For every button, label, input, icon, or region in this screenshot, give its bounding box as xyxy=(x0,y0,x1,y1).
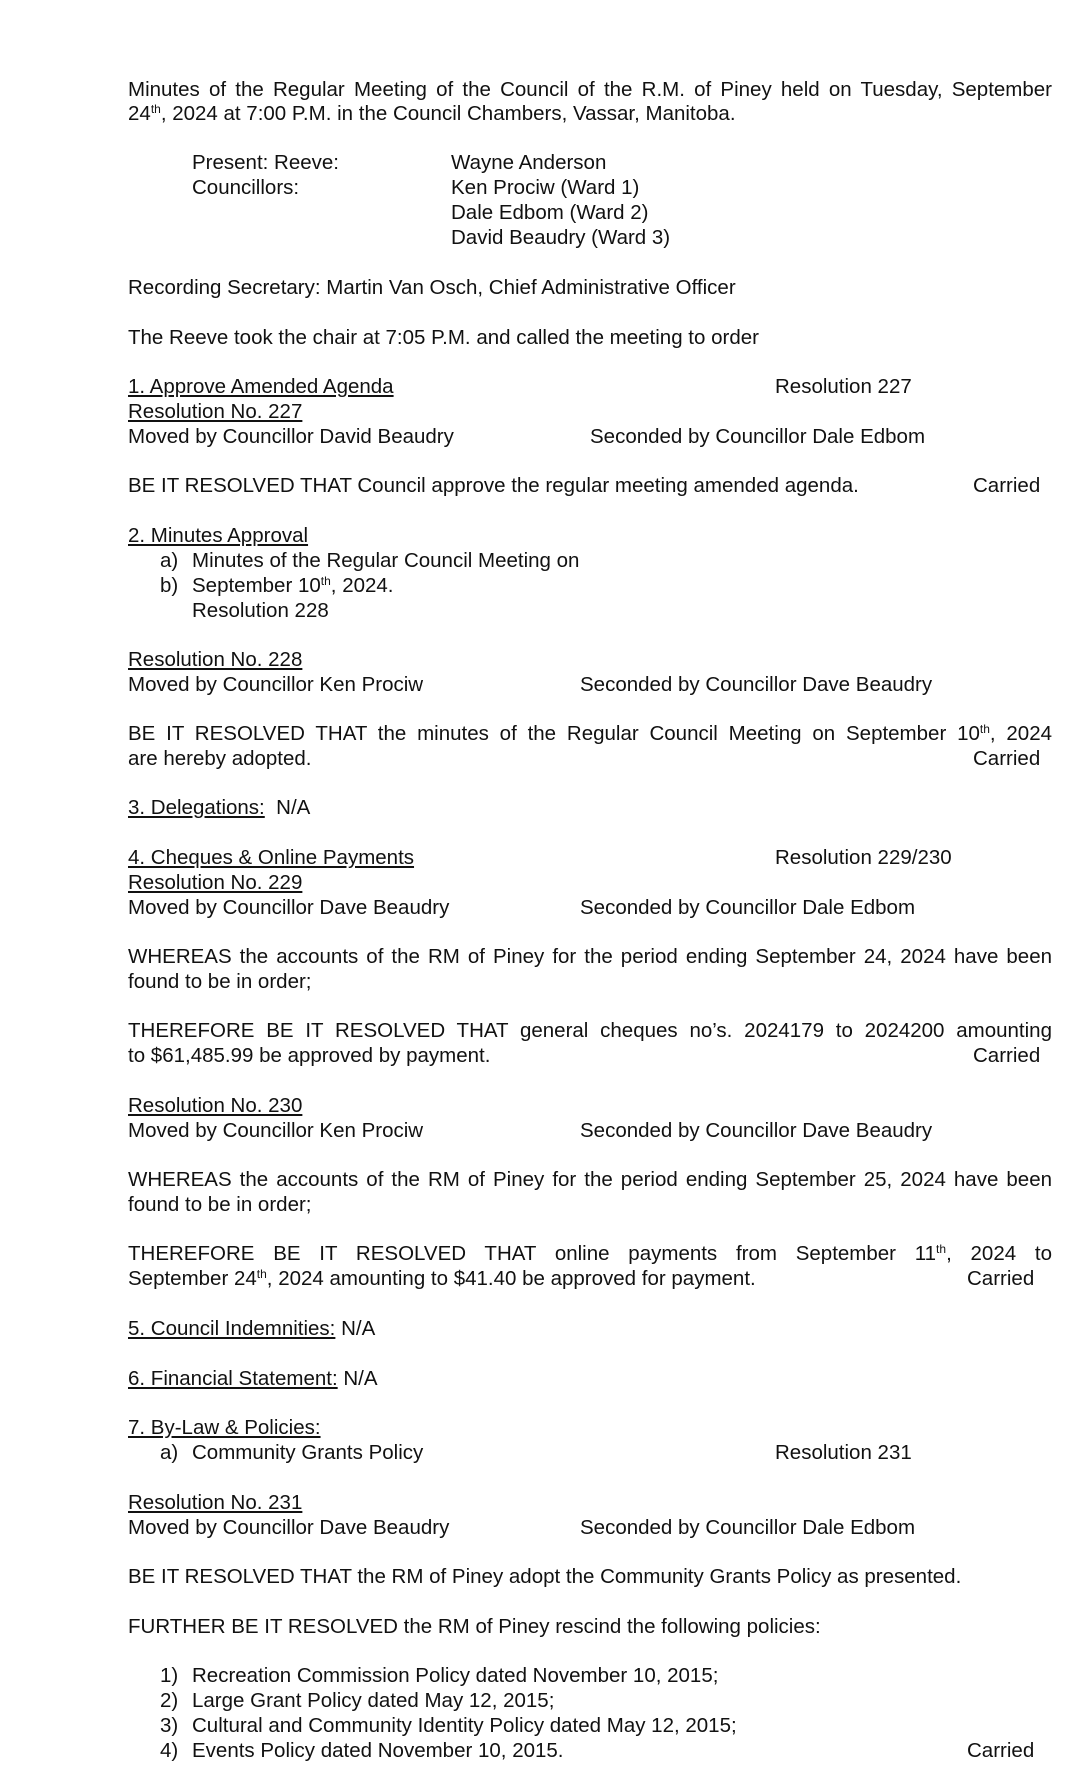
intro-line-2: 24th, 2024 at 7:00 P.M. in the Council Chambers, Vassar, Manitoba. xyxy=(128,102,736,125)
resolution-231-number: Resolution No. 231 xyxy=(128,1491,303,1514)
resolution-231-moved: Moved by Councillor Dave Beaudry xyxy=(128,1516,450,1539)
policy-item-2: Large Grant Policy dated May 12, 2015; xyxy=(192,1689,555,1712)
section-4-resolution-ref: Resolution 229/230 xyxy=(775,846,952,869)
policy-item-3: Cultural and Community Identity Policy dated May 12, 2015; xyxy=(192,1714,737,1737)
section-2-resolution-ref: Resolution 228 xyxy=(192,599,329,622)
resolution-231-text: BE IT RESOLVED THAT the RM of Piney adopt the Community Grants Policy as presented. xyxy=(128,1565,962,1588)
section-3-heading: 3. Delegations: xyxy=(128,796,265,819)
resolution-231-carried: Carried xyxy=(967,1739,1035,1762)
resolution-230-carried: Carried xyxy=(967,1267,1035,1290)
section-5-heading: 5. Council Indemnities: xyxy=(128,1317,336,1340)
resolution-230-moved: Moved by Councillor Ken Prociw xyxy=(128,1119,424,1142)
resolution-227-text: BE IT RESOLVED THAT Council approve the regular meeting amended agenda. xyxy=(128,474,859,497)
call-to-order: The Reeve took the chair at 7:05 P.M. and called the meeting to order xyxy=(128,326,759,349)
resolution-229-whereas-line-2: found to be in order; xyxy=(128,970,312,993)
resolution-231-further: FURTHER BE IT RESOLVED the RM of Piney rescind the following policies: xyxy=(128,1615,821,1638)
minutes-item-b: September 10th, 2024. xyxy=(192,574,394,597)
list-marker-a: a) xyxy=(160,549,179,572)
section-6-heading: 6. Financial Statement: xyxy=(128,1367,338,1390)
resolution-227-carried: Carried xyxy=(973,474,1041,497)
resolution-228-carried: Carried xyxy=(973,747,1041,770)
section-5-line xyxy=(128,1317,375,1341)
section-6-line xyxy=(128,1367,378,1391)
resolution-227-seconded: Seconded by Councillor Dale Edbom xyxy=(590,425,926,448)
resolution-230-whereas-line-2: found to be in order; xyxy=(128,1193,312,1216)
resolution-229-therefore-line-1: THEREFORE BE IT RESOLVED THAT general cheques no’s. 2024179 to 2024200 amounting xyxy=(128,1019,1052,1042)
resolution-229-moved: Moved by Councillor Dave Beaudry xyxy=(128,896,450,919)
reeve-name: Wayne Anderson xyxy=(451,151,607,174)
section-3-line xyxy=(128,796,310,820)
resolution-228-moved: Moved by Councillor Ken Prociw xyxy=(128,673,424,696)
resolution-228-seconded: Seconded by Councillor Dave Beaudry xyxy=(580,673,933,696)
policy-marker-3: 3) xyxy=(160,1714,179,1737)
resolution-230-whereas-line-1: WHEREAS the accounts of the RM of Piney for the period ending September 25, 2024 have been xyxy=(128,1168,1052,1191)
policy-marker-4: 4) xyxy=(160,1739,179,1762)
section-7-item-a: Community Grants Policy xyxy=(192,1441,424,1464)
resolution-230-seconded: Seconded by Councillor Dave Beaudry xyxy=(580,1119,933,1142)
councillor-ward-1: Ken Prociw (Ward 1) xyxy=(451,176,640,199)
resolution-229-seconded: Seconded by Councillor Dale Edbom xyxy=(580,896,916,919)
list-marker-b: b) xyxy=(160,574,179,597)
resolution-228-text-line-1: BE IT RESOLVED THAT the minutes of the Regular Council Meeting on September 10th, 2024 xyxy=(128,722,1052,745)
resolution-230-therefore-line-1: THEREFORE BE IT RESOLVED THAT online payments from September 11th, 2024 to xyxy=(128,1242,1052,1265)
section-5-value: N/A xyxy=(341,1317,376,1340)
recording-secretary: Recording Secretary: Martin Van Osch, Chief Administrative Officer xyxy=(128,276,736,299)
section-1-resolution-ref: Resolution 227 xyxy=(775,375,912,398)
resolution-229-carried: Carried xyxy=(973,1044,1041,1067)
resolution-229-number: Resolution No. 229 xyxy=(128,871,303,894)
policy-marker-1: 1) xyxy=(160,1664,179,1687)
section-6-value: N/A xyxy=(343,1367,378,1390)
policy-item-1: Recreation Commission Policy dated November 10, 2015; xyxy=(192,1664,719,1687)
councillor-ward-3: David Beaudry (Ward 3) xyxy=(451,226,671,249)
resolution-231-seconded: Seconded by Councillor Dale Edbom xyxy=(580,1516,916,1539)
policy-item-4: Events Policy dated November 10, 2015. xyxy=(192,1739,564,1762)
resolution-229-therefore-line-2: to $61,485.99 be approved by payment. xyxy=(128,1044,491,1067)
councillors-label: Councillors: xyxy=(192,176,300,199)
section-7-resolution-ref: Resolution 231 xyxy=(775,1441,912,1464)
councillor-ward-2: Dale Edbom (Ward 2) xyxy=(451,201,649,224)
resolution-228-text-line-2: are hereby adopted. xyxy=(128,747,312,770)
section-4-heading: 4. Cheques & Online Payments xyxy=(128,846,415,869)
section-7-marker-a: a) xyxy=(160,1441,179,1464)
intro-line-1: Minutes of the Regular Meeting of the Council of the R.M. of Piney held on Tuesday, September xyxy=(128,78,1052,101)
resolution-227-number: Resolution No. 227 xyxy=(128,400,303,423)
minutes-item-a: Minutes of the Regular Council Meeting on xyxy=(192,549,580,572)
resolution-227-moved: Moved by Councillor David Beaudry xyxy=(128,425,454,448)
resolution-228-number: Resolution No. 228 xyxy=(128,648,303,671)
section-2-heading: 2. Minutes Approval xyxy=(128,524,309,547)
resolution-230-therefore-line-2: September 24th, 2024 amounting to $41.40 be approved for payment. xyxy=(128,1267,756,1290)
policy-marker-2: 2) xyxy=(160,1689,179,1712)
section-7-heading: 7. By-Law & Policies: xyxy=(128,1416,321,1439)
section-1-heading: 1. Approve Amended Agenda xyxy=(128,375,394,398)
resolution-229-whereas-line-1: WHEREAS the accounts of the RM of Piney for the period ending September 24, 2024 have been xyxy=(128,945,1052,968)
resolution-230-number: Resolution No. 230 xyxy=(128,1094,303,1117)
reeve-label: Present: Reeve: xyxy=(192,151,339,174)
section-3-value: N/A xyxy=(276,796,311,819)
